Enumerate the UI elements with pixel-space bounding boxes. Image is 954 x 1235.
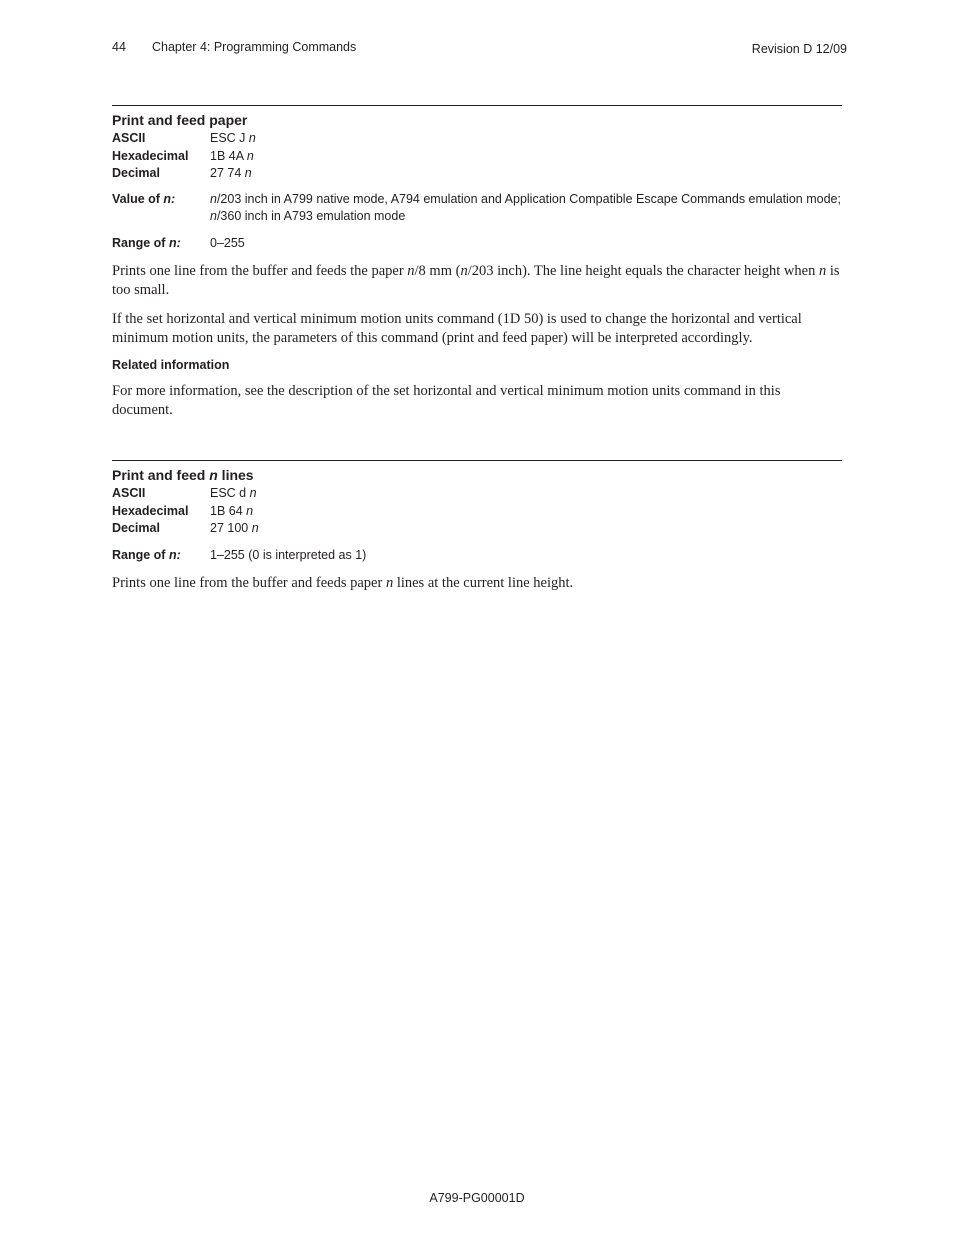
range-of-n-label: Range of n: [112,547,181,562]
value-of-n-label: Value of n: [112,191,176,206]
related-information-text: For more information, see the description of the set horizontal and vertical minimum motion units command in this document. [112,383,781,418]
section-title: Print and feed paper [112,112,248,128]
hex-value: 1B 64 n [210,503,254,518]
value-of-n-text: n/203 inch in A799 native mode, A794 emulation and Application Compatible Escape Commands emulation mode; n/360 inch in A793 emulation mode [210,191,841,223]
decimal-value: 27 74 n [210,166,252,180]
range-of-n-label: Range of n: [112,235,181,250]
range-of-n-row [112,547,842,565]
section-print-and-feed-paper [112,105,842,420]
ascii-label: ASCII [112,486,146,500]
decimal-label: Decimal [112,166,160,180]
hex-label: Hexadecimal [112,503,189,518]
page-number: 44 [112,40,126,54]
decimal-row [112,165,842,183]
section-divider [112,460,842,461]
decimal-row [112,520,842,538]
decimal-label: Decimal [112,521,160,535]
range-of-n-value: 1–255 (0 is interpreted as 1) [210,547,367,562]
decimal-value: 27 100 n [210,521,259,535]
description-paragraph: Prints one line from the buffer and feeds paper n lines at the current line height. [112,575,574,591]
ascii-value: ESC J n [210,131,256,145]
hex-label: Hexadecimal [112,148,189,163]
revision-label: Revision D 12/09 [751,42,847,56]
hex-row [112,503,842,521]
related-information-heading: Related information [112,358,230,372]
document-id: A799-PG00001D [429,1191,525,1205]
description-paragraph: Prints one line from the buffer and feeds the paper n/8 mm (n/203 inch). The line height equals the character height when n is too small. [112,263,840,298]
ascii-label: ASCII [112,131,146,145]
hex-row [112,148,842,166]
section-title: Print and feed n lines [112,467,254,483]
range-of-n-row [112,235,842,253]
motion-units-paragraph: If the set horizontal and vertical minimum motion units command (1D 50) is used to change the horizontal and vertical minimum motion units, the parameters of this command (print and feed paper) will be interpreted accordingly. [112,311,802,346]
ascii-value: ESC d n [210,486,257,500]
value-of-n-row [112,191,842,226]
section-divider [112,105,842,106]
ascii-row [112,130,842,148]
ascii-row [112,485,842,503]
section-print-and-feed-n-lines [112,460,842,593]
hex-value: 1B 4A n [210,148,254,163]
range-of-n-value: 0–255 [210,235,245,250]
chapter-title: Chapter 4: Programming Commands [152,40,357,54]
